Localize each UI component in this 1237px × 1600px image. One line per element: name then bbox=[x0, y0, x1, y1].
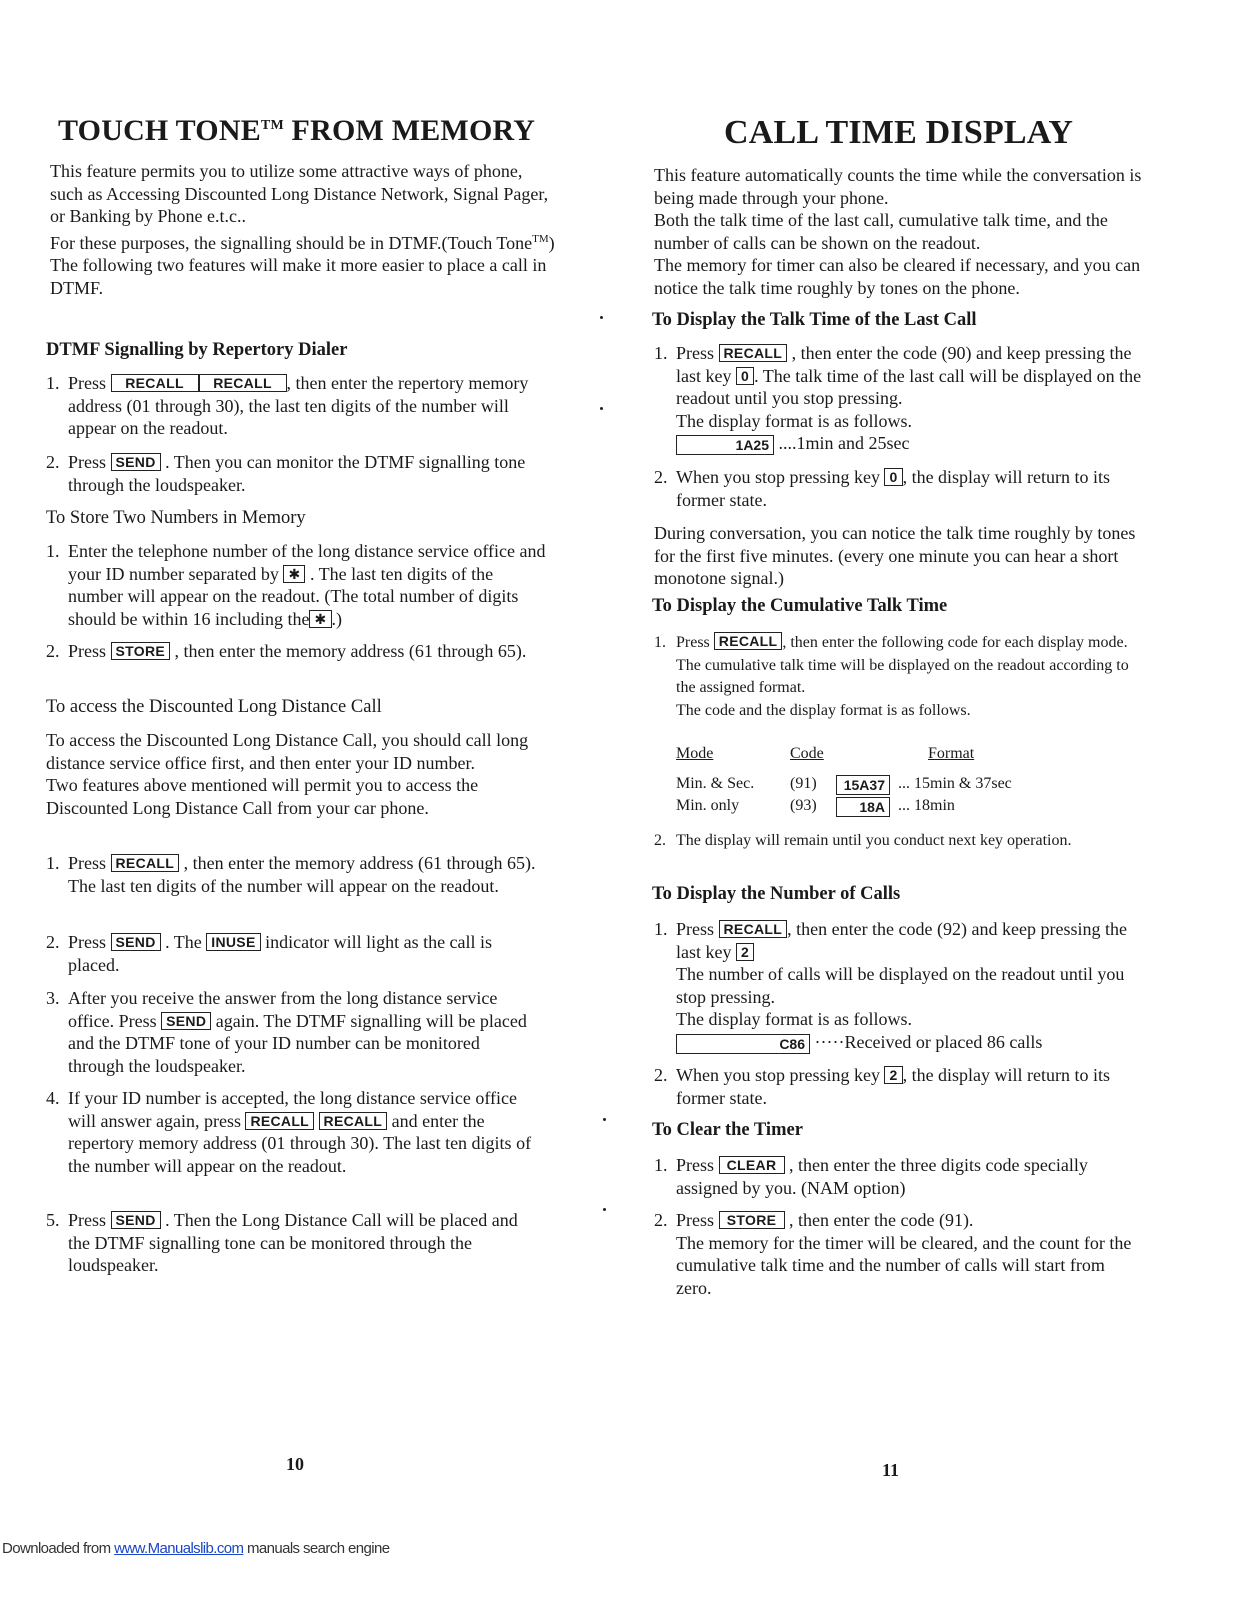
recall-key: RECALL bbox=[111, 854, 180, 872]
heading-clear-timer: To Clear the Timer bbox=[652, 1120, 803, 1140]
page-number-right: 11 bbox=[882, 1460, 900, 1480]
store-step-2: 2. Press STORE , then enter the memory address (61 through 65). bbox=[46, 641, 527, 661]
star-key: ✱ bbox=[309, 610, 331, 628]
row1-format: ... 15min & 37sec bbox=[898, 775, 1012, 792]
scan-speck bbox=[603, 1208, 606, 1211]
store-key: STORE bbox=[111, 642, 170, 660]
row2-code: (93) bbox=[790, 797, 817, 814]
two-key: 2 bbox=[884, 1066, 902, 1084]
star-key: ✱ bbox=[283, 565, 305, 583]
access-step-3: 3. After you receive the answer from the long distance service office. Press SEND again. The DTMF signalling will be placed and the DTMF tone of your ID number can be monitored through the loudspeaker. bbox=[46, 988, 527, 1076]
two-key: 2 bbox=[736, 943, 754, 961]
last-format-label: The display format is as follows. bbox=[676, 410, 912, 431]
access-step-2: 2. Press SEND . The INUSE indicator will light as the call is placed. bbox=[46, 932, 493, 975]
num-description: The number of calls will be displayed on the readout until you stop pressing. bbox=[676, 964, 1125, 1007]
access-intro bbox=[46, 729, 536, 819]
recall-key: RECALL bbox=[245, 1112, 314, 1130]
dtmf-step-2: 2. Press SEND . Then you can monitor the DTMF signalling tone through the loudspeaker. bbox=[46, 452, 526, 495]
col-code: Code bbox=[790, 745, 824, 762]
row2-format: ... 18min bbox=[898, 797, 955, 814]
recall-key: RECALL bbox=[714, 632, 783, 650]
page-number-left: 10 bbox=[286, 1454, 304, 1474]
right-intro-1: This feature automatically counts the time while the conversation is being made through your phone. bbox=[654, 165, 1142, 208]
col-mode: Mode bbox=[676, 745, 714, 762]
row1-mode: Min. & Sec. bbox=[676, 775, 755, 792]
num-step-1: 1. Press RECALL , then enter the code (92) and keep pressing the last key 2 The number of calls will be displayed on the readout until you stop pressing. The display format is as follows. C86 ·····Received or placed 86 calls bbox=[654, 918, 1144, 1054]
recall-key: RECALL bbox=[719, 344, 788, 362]
recall-key: RECALL bbox=[319, 1112, 388, 1130]
right-intro bbox=[654, 164, 1154, 299]
recall-key: RECALL bbox=[719, 920, 788, 938]
row1-code: (91) bbox=[790, 775, 817, 792]
num-format-label: The display format is as follows. bbox=[676, 1009, 912, 1029]
right-title: CALL TIME DISPLAY bbox=[724, 114, 1074, 151]
row2-mode: Min. only bbox=[676, 797, 740, 814]
cum-step-2: 2. The display will remain until you conduct next key operation. bbox=[654, 832, 1072, 849]
scan-speck bbox=[600, 316, 603, 319]
scan-speck bbox=[603, 1118, 606, 1121]
clear-description: The memory for the timer will be cleared, and the count for the cumulative talk time and the number of calls will start from zero. bbox=[676, 1232, 1132, 1298]
heading-cumulative-time: To Display the Cumulative Talk Time bbox=[652, 596, 948, 616]
recall-key: RECALL bbox=[111, 374, 199, 392]
access-step-5: 5. Press SEND . Then the Long Distance Call will be placed and the DTMF signalling tone can be monitored through the loudspeaker. bbox=[46, 1210, 518, 1275]
zero-key: 0 bbox=[884, 468, 902, 486]
right-intro-2: Both the talk time of the last call, cumulative talk time, and the number of calls can be shown on the readout. bbox=[654, 210, 1108, 253]
col-format: Format bbox=[928, 745, 975, 762]
readout-display: C86 bbox=[676, 1034, 810, 1054]
manualslib-link[interactable]: www.Manualslib.com bbox=[114, 1540, 244, 1557]
heading-store-two-numbers: To Store Two Numbers in Memory bbox=[46, 508, 306, 528]
send-key: SEND bbox=[111, 1211, 161, 1229]
send-key: SEND bbox=[111, 933, 161, 951]
clear-step-1: 1. Press CLEAR , then enter the three digits code specially assigned by you. (NAM option) bbox=[654, 1155, 1088, 1198]
cum-format-label: The code and the display format is as follows. bbox=[676, 701, 971, 719]
intro-paragraph-2: For these purposes, the signalling should be in DTMF.(Touch Tone™) The following two features will make it more easier to place a call in DTMF. bbox=[50, 232, 555, 298]
clear-key: CLEAR bbox=[719, 1156, 785, 1174]
access-paragraph-2: Two features above mentioned will permit you to access the Discounted Long Distance Call from your car phone. bbox=[46, 775, 479, 818]
store-step-1: 1. Enter the telephone number of the long distance service office and your ID number separated by ✱ . The last ten digits of the number will appear on the readout. (The total number of digits should be within 16 including the ✱ .) bbox=[46, 541, 546, 629]
scan-speck bbox=[600, 407, 603, 410]
during-conversation-paragraph: During conversation, you can notice the talk time roughly by tones for the first five minutes. (every one minute you can hear a short monotone signal.) bbox=[654, 523, 1136, 588]
dtmf-step-1: 1. Press RECALL RECALL , then enter the repertory memory address (01 through 30), the last ten digits of the number will appear on the readout. bbox=[46, 373, 529, 438]
inuse-indicator: INUSE bbox=[206, 933, 260, 951]
format-table bbox=[676, 745, 1146, 825]
cum-step-1: 1. Press RECALL , then enter the following code for each display mode. The cumulative talk time will be displayed on the readout according to the assigned format. The code and the display format is as follows. bbox=[654, 632, 1144, 722]
send-key: SEND bbox=[161, 1012, 211, 1030]
cum-description: The cumulative talk time will be displayed on the readout according to the assigned format. bbox=[676, 656, 1129, 696]
num-step-2: 2. When you stop pressing key 2 , the display will return to its former state. bbox=[654, 1065, 1111, 1108]
recall-key: RECALL bbox=[199, 374, 287, 392]
heading-discounted-call: To access the Discounted Long Distance Call bbox=[46, 697, 382, 717]
last-step-2: 2. When you stop pressing key 0 , the display will return to its former state. bbox=[654, 467, 1111, 510]
zero-key: 0 bbox=[736, 367, 754, 385]
download-footer: Downloaded from www.Manualslib.com manuals search engine bbox=[2, 1540, 390, 1557]
access-step-1: 1. Press RECALL , then enter the memory address (61 through 65). The last ten digits of the number will appear on the readout. bbox=[46, 853, 536, 896]
heading-last-call: To Display the Talk Time of the Last Call bbox=[652, 310, 977, 330]
right-intro-3: The memory for timer can also be cleared if necessary, and you can notice the talk time roughly by tones on the phone. bbox=[654, 255, 1141, 298]
access-step-4: 4. If your ID number is accepted, the long distance service office will answer again, press RECALL RECALL and enter the repertory memory address (01 through 30). The last ten digits of the number will appear on the readout. bbox=[46, 1088, 532, 1176]
heading-dtmf-signalling: DTMF Signalling by Repertory Dialer bbox=[46, 340, 348, 360]
row2-display: 18A bbox=[836, 797, 890, 817]
clear-step-2: 2. Press STORE , then enter the code (91). The memory for the timer will be cleared, and the count for the cumulative talk time and the number of calls will start from zero. bbox=[654, 1209, 1144, 1299]
store-key: STORE bbox=[719, 1211, 785, 1229]
left-title: TOUCH TONE™ FROM MEMORY bbox=[58, 114, 536, 147]
row1-display: 15A37 bbox=[836, 775, 890, 795]
intro-paragraph-1: This feature permits you to utilize some attractive ways of phone, such as Accessing Discounted Long Distance Network, Signal Pager, or Banking by Phone e.t.c.. bbox=[50, 161, 549, 226]
heading-number-of-calls: To Display the Number of Calls bbox=[652, 884, 901, 904]
left-intro bbox=[50, 160, 555, 299]
access-paragraph-1: To access the Discounted Long Distance Call, you should call long distance service office first, and then enter your ID number. bbox=[46, 730, 529, 773]
readout-display: 1A25 bbox=[676, 435, 774, 455]
send-key: SEND bbox=[111, 453, 161, 471]
last-step-1: 1. Press RECALL , then enter the code (90) and keep pressing the last key 0 . The talk time of the last call will be displayed on the readout until you stop pressing. The display format is as follows. 1A25 ....1min and 25sec bbox=[654, 342, 1144, 455]
